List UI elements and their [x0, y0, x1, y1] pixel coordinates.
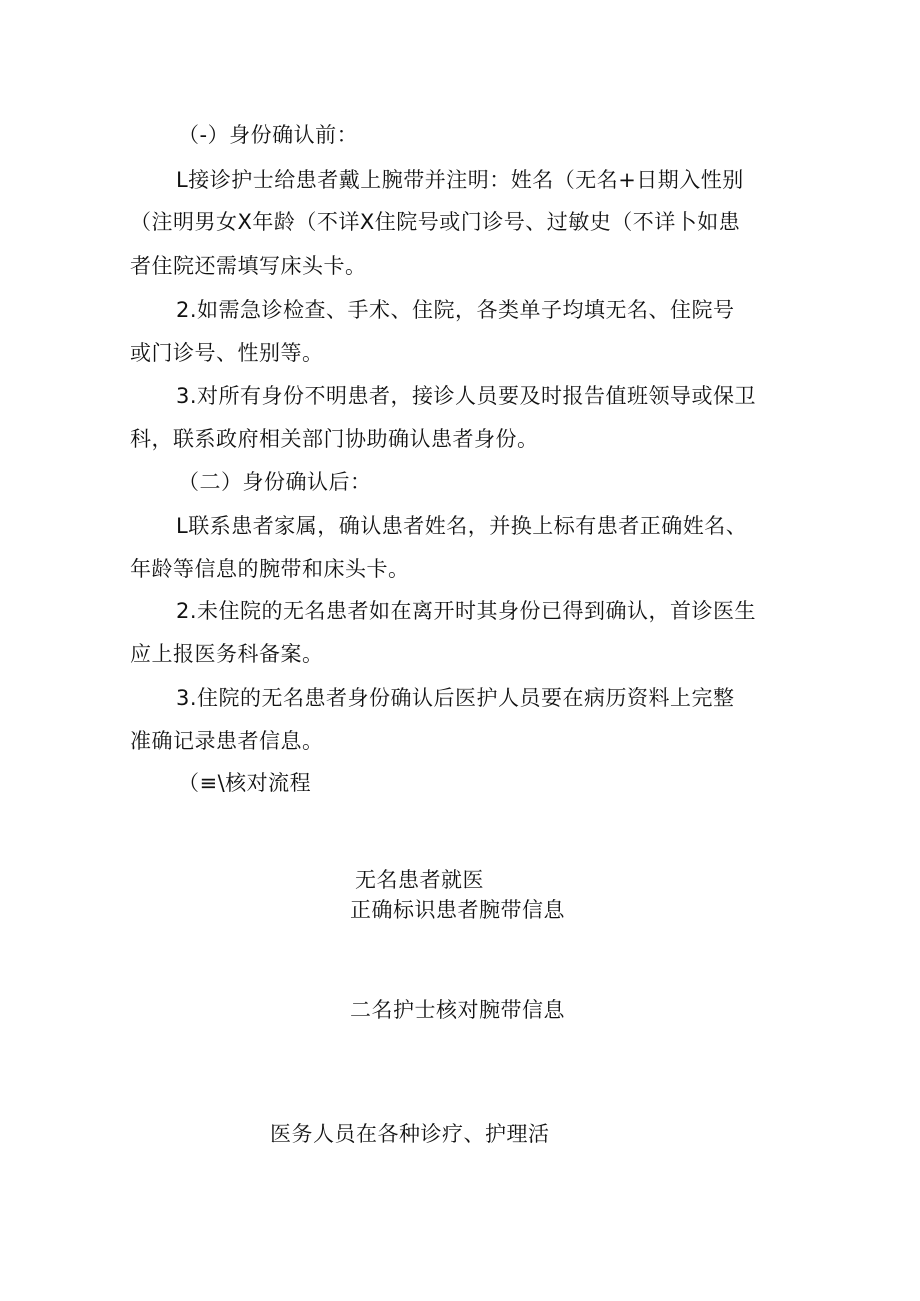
paragraph-line: 准确记录患者信息。 [130, 729, 324, 753]
flow-step-2: 正确标识患者腕带信息 [350, 898, 565, 922]
section-heading-after: （二）身份确认后： [178, 470, 372, 494]
paragraph-line: 3.对所有身份不明患者，接诊人员要及时报告值班领导或保卫 [176, 384, 757, 408]
paragraph-line: 者住院还需填写床头卡。 [130, 254, 367, 278]
flow-step-4: 医务人员在各种诊疗、护理活 [270, 1122, 550, 1146]
paragraph-line: 或门诊号、性别等。 [130, 341, 324, 365]
flow-step-1: 无名患者就医 [355, 868, 484, 892]
paragraph-line: 2.未住院的无名患者如在离开时其身份已得到确认，首诊医生 [176, 599, 757, 623]
paragraph-line: 应上报医务科备案。 [130, 642, 324, 666]
paragraph-line: 2.如需急诊检查、手术、住院，各类单子均填无名、住院号 [176, 298, 735, 322]
paragraph-line: 科，联系政府相关部门协助确认患者身份。 [130, 427, 539, 451]
section-heading-flow: （≡\核对流程 [178, 771, 312, 795]
flow-step-3: 二名护士核对腕带信息 [350, 998, 565, 1022]
section-heading-before: （-）身份确认前： [178, 123, 359, 147]
paragraph-line: 年龄等信息的腕带和床头卡。 [130, 557, 410, 581]
paragraph-line: L联系患者家属，确认患者姓名，并换上标有患者正确姓名、 [176, 514, 748, 538]
paragraph-line: L接诊护士给患者戴上腕带并注明：姓名（无名+日期入性别 [176, 168, 744, 192]
paragraph-line: （注明男女X年龄（不详X住院号或门诊号、过敏史（不详卜如患 [130, 210, 741, 234]
paragraph-line: 3.住院的无名患者身份确认后医护人员要在病历资料上完整 [176, 686, 735, 710]
